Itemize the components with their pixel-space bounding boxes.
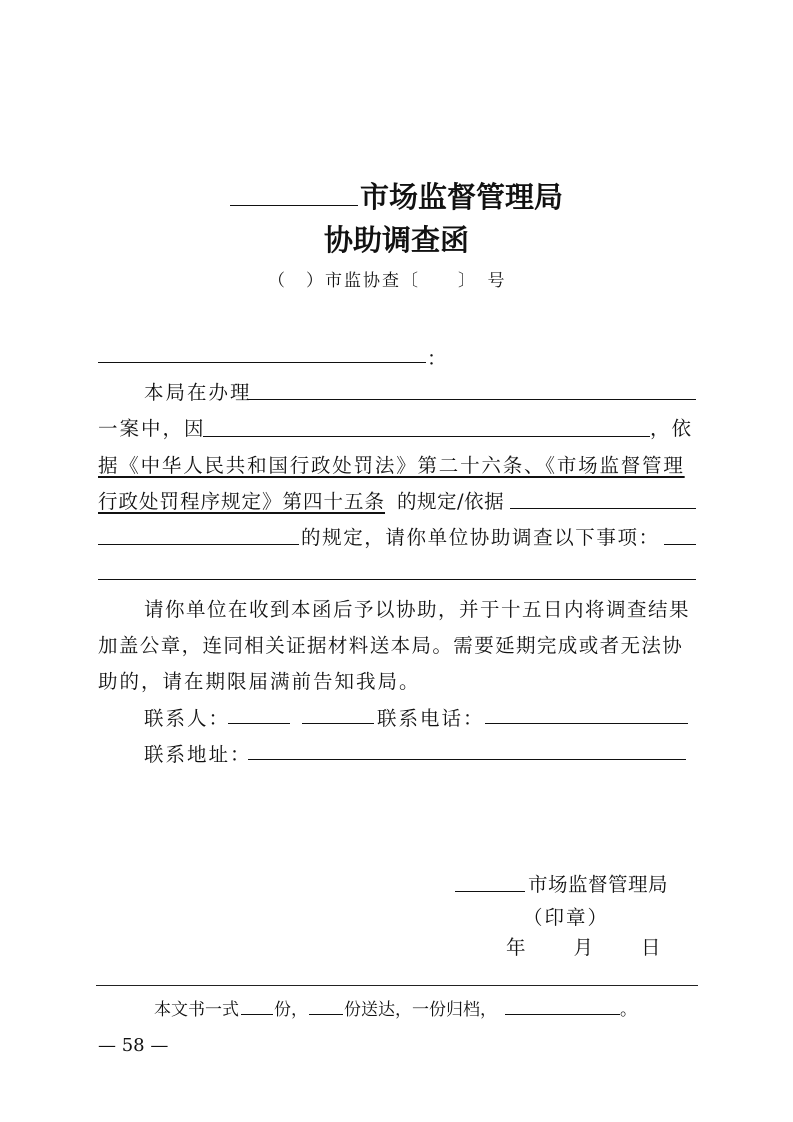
page-number: — 58 — bbox=[98, 1035, 169, 1056]
footer-archive-blank[interactable] bbox=[505, 1014, 620, 1015]
footer-copies-text: 本文书一式 bbox=[154, 1000, 239, 1020]
footer-served-text: 份送达，一份归档， bbox=[344, 1000, 497, 1020]
footer-copies-unit: 份， bbox=[274, 1000, 308, 1020]
title-line1: 市场监督管理局 bbox=[360, 180, 564, 214]
legal-basis-line4: 行政处罚程序规定》第四十五条 bbox=[98, 490, 386, 513]
document-number: （ ）市监协查〔 〕 号 bbox=[268, 271, 507, 291]
reason-blank[interactable] bbox=[203, 436, 650, 437]
signature-issuer-blank[interactable] bbox=[455, 891, 525, 892]
other-basis-blank-1[interactable] bbox=[510, 508, 696, 509]
signature-issuer: 市场监督管理局 bbox=[528, 873, 669, 896]
footer-copies-blank[interactable] bbox=[241, 1014, 273, 1015]
para1-line1-lead: 本局在办理 bbox=[144, 381, 252, 404]
para2-line2: 加盖公章，连同相关证据材料送本局。需要延期完成或者无法协 bbox=[98, 634, 684, 657]
matters-blank-2[interactable] bbox=[98, 579, 696, 580]
contact-phone-blank[interactable] bbox=[485, 723, 688, 724]
other-basis-blank-2[interactable] bbox=[98, 544, 299, 545]
case-name-blank[interactable] bbox=[247, 399, 696, 400]
para2-line3: 助的，请在期限届满前告知我局。 bbox=[98, 670, 421, 693]
contact-person-label: 联系人： bbox=[144, 707, 231, 730]
recipient-colon: ： bbox=[427, 347, 449, 370]
recipient-blank[interactable] bbox=[98, 362, 426, 363]
title-line2: 协助调查函 bbox=[324, 223, 470, 257]
matters-blank-1[interactable] bbox=[664, 544, 696, 545]
para1-line2-tail: ，依 bbox=[650, 417, 694, 440]
para1-line2-lead: 一案中，因 bbox=[98, 417, 206, 440]
contact-phone-label: 联系电话： bbox=[377, 707, 485, 730]
signature-seal: （印章） bbox=[523, 906, 610, 929]
signature-date: 年 月 日 bbox=[506, 936, 664, 959]
para1-line5-tail: 的规定，请你单位协助调查以下事项： bbox=[301, 526, 660, 549]
footer-end-mark: 。 bbox=[620, 1000, 637, 1020]
contact-address-label: 联系地址： bbox=[144, 743, 252, 766]
para1-line4-tail: 的规定/依据 bbox=[397, 490, 505, 513]
footer-divider bbox=[96, 985, 698, 986]
footer-served-blank[interactable] bbox=[309, 1014, 343, 1015]
issuer-blank[interactable] bbox=[230, 205, 358, 206]
para2-line1: 请你单位在收到本函后予以协助，并于十五日内将调查结果 bbox=[144, 598, 691, 621]
contact-address-blank[interactable] bbox=[248, 759, 686, 760]
legal-basis-line3: 据《中华人民共和国行政处罚法》第二十六条、《市场监督管理 bbox=[98, 454, 685, 477]
contact-person-blank-2[interactable] bbox=[302, 723, 374, 724]
contact-person-blank-1[interactable] bbox=[228, 723, 290, 724]
